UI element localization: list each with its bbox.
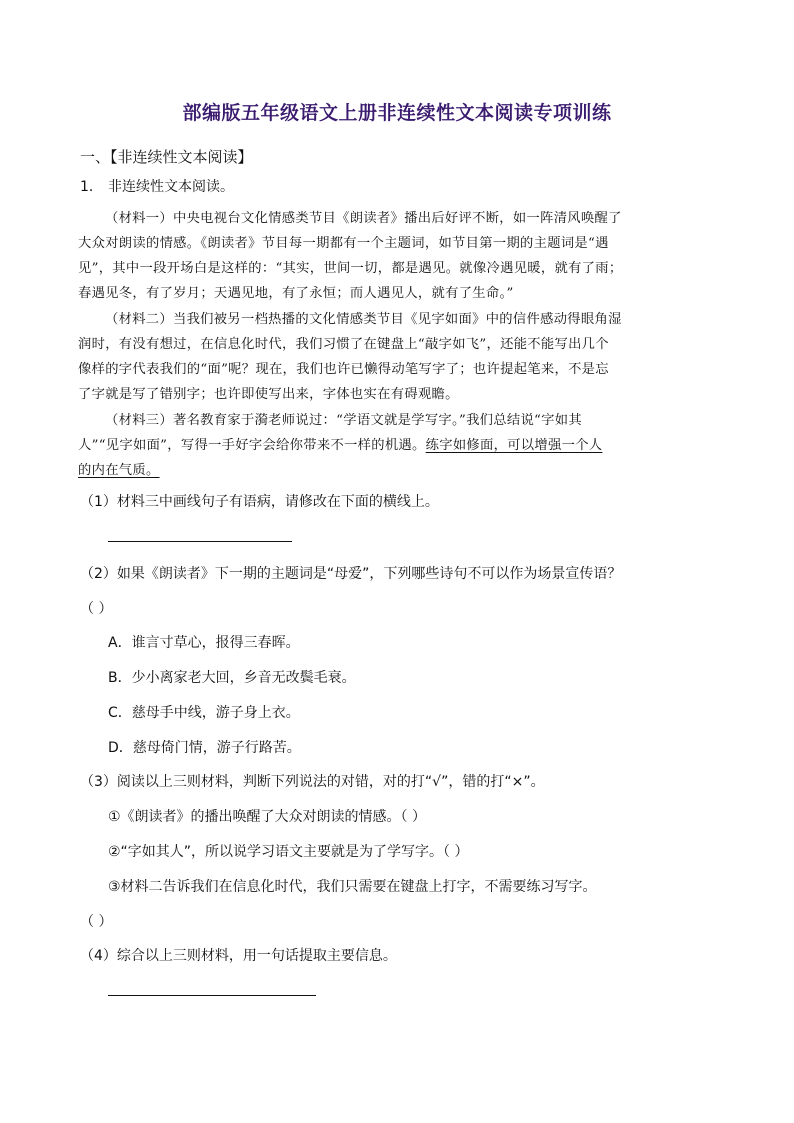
material-two-line: 润时，有没有想过，在信息化时代，我们习惯了在键盘上“敲字如飞”，还能不能写出几个: [78, 337, 609, 352]
sub-question-4: （4）综合以上三则材料，用一句话提取主要信息。: [80, 948, 397, 964]
option-b: B．少小离家老大回，乡音无改鬓毛衰。: [108, 670, 356, 686]
option-a: A．谁言寸草心，报得三春晖。: [108, 635, 300, 651]
material-three-line: [78, 434, 602, 453]
judgement-item: ②“字如其人”，所以说学习语文主要就是为了学写字。（ ）: [108, 844, 469, 860]
material-one-line: （材料一）中央电视台文化情感类节目《朗读者》播出后好评不断，如一阵清风唤醒了: [105, 211, 622, 226]
answer-paren[interactable]: （ ）: [80, 601, 113, 617]
sub-question-1: （1）材料三中画线句子有语病，请修改在下面的横线上。: [80, 494, 439, 510]
underlined-sentence: 练字如修面，可以增强一个人: [425, 438, 603, 453]
material-one-line: 大众对朗读的情感。《朗读者》节目每一期都有一个主题词，如节目第一期的主题词是“遇: [78, 236, 609, 251]
judgement-item: ①《朗读者》的播出唤醒了大众对朗读的情感。（ ）: [108, 809, 426, 825]
sub-question-2: （2）如果《朗读者》下一期的主题词是“母爱”，下列哪些诗句不可以作为场景宣传语？: [80, 566, 622, 582]
underlined-sentence-end: 的内在气质。: [78, 463, 160, 478]
material-two-line: （材料二）当我们被另一档热播的文化情感类节目《见字如面》中的信件感动得眼角湿: [105, 312, 622, 327]
sub-question-3: （3）阅读以上三则材料，判断下列说法的对错，对的打“√”，错的打“×”。: [80, 774, 545, 790]
material-one-line: 见”，其中一段开场白是这样的：“其实，世间一切，都是遇见。就像冷遇见暖，就有了雨；: [78, 261, 623, 276]
material-two-line: 像样的字代表我们的“面”呢？现在，我们也许已懒得动笔写字了；也许提起笔来，不是忘: [78, 362, 609, 377]
material-two-line: 了字就是写了错别字；也许即使写出来，字体也实在有碍观瞻。: [78, 387, 459, 402]
judgement-item: ③材料二告诉我们在信息化时代，我们只需要在键盘上打字，不需要练习写字。: [108, 879, 597, 895]
page-title: 部编版五年级语文上册非连续性文本阅读专项训练: [182, 102, 612, 124]
material-one-line: 春遇见冬，有了岁月；天遇见地，有了永恒；而人遇见人，就有了生命。”: [78, 286, 514, 301]
material-three-text: 人”“见字如面”，写得一手好字会给你带来不一样的机遇。: [78, 438, 426, 453]
option-d: D．慈母倚门情，游子行路苦。: [108, 740, 301, 756]
question-title: 非连续性文本阅读。: [108, 179, 234, 195]
answer-paren[interactable]: （ ）: [80, 914, 113, 930]
question-number: 1．: [80, 179, 103, 195]
answer-line-4[interactable]: [108, 995, 316, 996]
option-c: C．慈母手中线，游子身上衣。: [108, 705, 300, 721]
section-heading: 一、【非连续性文本阅读】: [80, 148, 253, 166]
answer-line-1[interactable]: [108, 541, 292, 542]
material-three-line: （材料三）著名教育家于漪老师说过：“学语文就是学写字。”我们总结说“字如其: [105, 413, 582, 428]
